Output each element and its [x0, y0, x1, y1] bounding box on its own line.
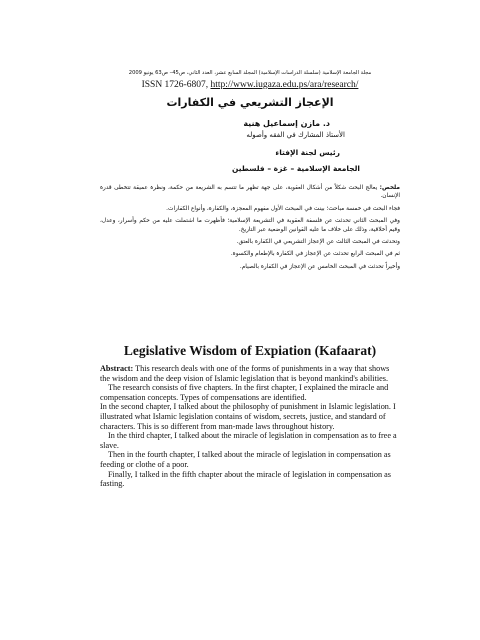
english-abstract-paragraph [100, 364, 400, 383]
english-abstract-lead: Abstract: [100, 364, 134, 373]
arabic-abstract-paragraph: وتحدثت في المبحث الثالث عن الإعجاز التشريعي في الكفارة بالعتق. [236, 239, 400, 246]
arabic-abstract-paragraph [100, 184, 400, 201]
english-abstract [100, 364, 400, 489]
arabic-affiliation-committee: رئيس لجنة الإفتاء [275, 148, 340, 157]
english-abstract-paragraph: Finally, I talked in the fifth chapter about the miracle of legislation in compensation as fasting. [100, 469, 391, 489]
arabic-title: الإعجاز التشريعي في الكفارات [166, 96, 334, 109]
english-abstract-paragraph: In the second chapter, I talked about the philosophy of punishment in Islamic legislation. I illustrated what Islamic legislation contains of wisdom, secrets, justice, and standard of characters. This is so different from man-made laws throughout history. [100, 402, 396, 431]
english-abstract-paragraph: The research consists of five chapters. In the first chapter, I explained the miracle and compensation concepts. Types of compensations are identified. [100, 383, 389, 402]
arabic-abstract [100, 184, 400, 275]
arabic-affiliation-university: الجامعة الإسلامية – غزة – فلسطين [231, 164, 360, 173]
journal-url-link[interactable]: http://www.iugaza.edu.ps/ara/research/ [210, 80, 359, 90]
arabic-abstract-paragraph: وأخيراً تحدثت في المبحث الخامس عن الإعجاز في الكفارة بالصيام. [239, 263, 400, 270]
issn-number: ISSN 1726-6807, [141, 80, 209, 90]
english-abstract-paragraph: In the third chapter, I talked about the miracle of legislation in compensation as to free a slave. [100, 431, 397, 450]
english-abstract-paragraph: Then in the fourth chapter, I talked about the miracle of legislation in compensation as feeding or clothe of a poor. [100, 450, 391, 469]
arabic-abstract-paragraph: وفي المبحث الثاني تحدثت عن فلسفة العقوبة في التشريعة الإسلامية؛ فأظهرت ما اشتملت عليه من حكم وأسرار، وعدل، وقيم أخلاقية، وذلك على خلاف ما عليه القوانين الوضعية عبر التاريخ. [100, 218, 400, 233]
arabic-abstract-paragraph: فجاء البحث في خمسة مباحث؛ بينت في المبحث الأول مفهوم المعجزة، والكفارة، وأنواع الكفارات. [166, 205, 400, 212]
issn-line [100, 80, 400, 91]
arabic-abstract-paragraph: ثم في المبحث الرابع تحدثت عن الإعجاز في الكفارة بالإطعام والكسوة. [230, 251, 400, 258]
arabic-author: د. مازن إسماعيل هنية [243, 119, 330, 128]
english-abstract-text: This research deals with one of the forms of punishments in a way that shows the wisdom and the deep vision of Islamic legislation that is beyond mankind's abilities. [100, 364, 390, 383]
english-title: Legislative Wisdom of Expiation (Kafaarat) [123, 343, 377, 358]
arabic-abstract-lead: ملخص: [379, 185, 400, 191]
journal-citation: مجلة الجامعة الإسلامية (سلسلة الدراسات الإسلامية) المجلد السابع عشر، العدد الثاني، ص45– ص63 يونيو 2009 [128, 70, 372, 76]
arabic-affiliation-position: الأستاذ المشارك في الفقه وأصوله [246, 131, 345, 139]
arabic-abstract-text: يعالج البحث شكلاً من أشكال العقوبة، على جهة تظهر ما تتسم به الشريعة من حكمة، ونظرة عميقة تتخطى قدرة الإنسان. [100, 185, 400, 200]
